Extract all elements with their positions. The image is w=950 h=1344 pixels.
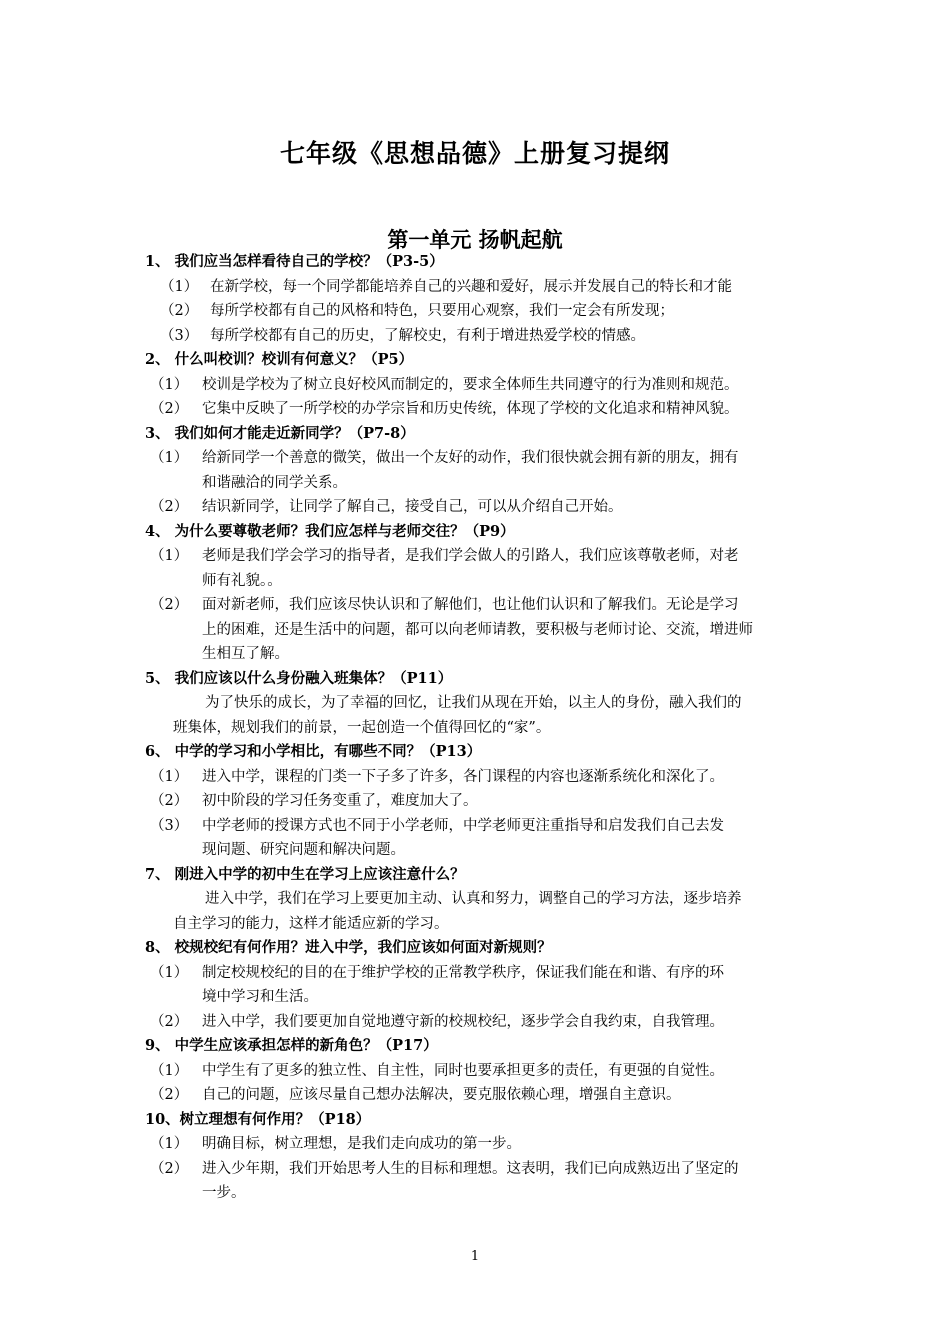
question-heading: 6、 中学的学习和小学相比，有哪些不同？（P13） bbox=[145, 743, 482, 760]
question-heading: 4、 为什么要尊敬老师？我们应怎样与老师交往？（P9） bbox=[145, 522, 515, 540]
answer-paragraph-line: 自主学习的能力，这样才能适应新的学习。 bbox=[173, 915, 449, 932]
answer-text-line: 境中学习和生活。 bbox=[202, 989, 318, 1005]
answer-number: （2） bbox=[150, 1013, 189, 1030]
answer-number: （3） bbox=[150, 817, 189, 834]
answer-text-line: 每所学校都有自己的风格和特色，只要用心观察，我们一定会有所发现； bbox=[210, 303, 674, 319]
answer-number: （1） bbox=[150, 376, 189, 393]
answer-number: （1） bbox=[150, 450, 189, 466]
answer-number: （1） bbox=[150, 964, 189, 981]
question-heading: 1、 我们应当怎样看待自己的学校？（P3-5） bbox=[145, 253, 444, 270]
answer-number: （1） bbox=[160, 278, 199, 295]
answer-text-line: 一步。 bbox=[202, 1185, 246, 1201]
question-heading: 3、 我们如何才能走近新同学？（P7-8） bbox=[145, 424, 415, 442]
answer-text-line: 进入少年期，我们开始思考人生的目标和理想。这表明，我们已向成熟迈出了坚定的 bbox=[202, 1160, 739, 1177]
answer-text-line: 初中阶段的学习任务变重了，难度加大了。 bbox=[202, 793, 478, 809]
answer-number: （2） bbox=[150, 401, 189, 417]
answer-text-line: 老师是我们学会学习的指导者，是我们学会做人的引路人，我们应该尊敬老师，对老 bbox=[202, 548, 739, 564]
answer-text-line: 明确目标，树立理想，是我们走向成功的第一步。 bbox=[202, 1136, 521, 1152]
answer-number: （1） bbox=[150, 548, 189, 564]
answer-text-line: 面对新老师，我们应该尽快认识和了解他们，也让他们认识和了解我们。无论是学习 bbox=[202, 597, 739, 613]
answer-text-line: 师有礼貌。。 bbox=[202, 572, 282, 589]
question-heading: 8、 校规校纪有何作用？进入中学，我们应该如何面对新规则？ bbox=[145, 939, 552, 956]
page-title: 七年级《思想品德》上册复习提纲 bbox=[279, 139, 670, 168]
answer-paragraph-line: 班集体，规划我们的前景，一起创造一个值得回忆的“家”。 bbox=[173, 719, 551, 736]
answer-text-line: 给新同学一个善意的微笑，做出一个友好的动作，我们很快就会拥有新的朋友，拥有 bbox=[202, 450, 739, 466]
answer-number: （2） bbox=[150, 597, 189, 613]
answer-number: （2） bbox=[160, 303, 199, 319]
answer-text-line: 它集中反映了一所学校的办学宗旨和历史传统，体现了学校的文化追求和精神风貌。 bbox=[202, 401, 739, 417]
answer-text-line: 每所学校都有自己的历史，了解校史，有利于增进热爱学校的情感。 bbox=[210, 327, 645, 344]
answer-number: （3） bbox=[160, 327, 199, 344]
question-heading: 7、 刚进入中学的初中生在学习上应该注意什么？ bbox=[145, 865, 465, 883]
answer-number: （2） bbox=[150, 1160, 189, 1177]
page-number: 1 bbox=[470, 1249, 480, 1264]
unit-title: 第一单元 扬帆起航 bbox=[387, 227, 563, 252]
answer-text-line: 生相互了解。 bbox=[202, 646, 289, 662]
question-heading: 10、树立理想有何作用？（P18） bbox=[145, 1110, 371, 1128]
answer-text-line: 制定校规校纪的目的在于维护学校的正常教学秩序，保证我们能在和谐、有序的环 bbox=[202, 964, 724, 981]
answer-text-line: 校训是学校为了树立良好校风而制定的，要求全体师生共同遵守的行为准则和规范。 bbox=[202, 376, 739, 393]
answer-text-line: 中学老师的授课方式也不同于小学老师，中学老师更注重指导和启发我们自己去发 bbox=[202, 817, 724, 834]
answer-number: （2） bbox=[150, 1087, 189, 1103]
answer-text-line: 进入中学，我们要更加自觉地遵守新的校规校纪，逐步学会自我约束，自我管理。 bbox=[202, 1013, 724, 1030]
answer-text-line: 进入中学，课程的门类一下子多了许多，各门课程的内容也逐渐系统化和深化了。 bbox=[202, 768, 724, 785]
answer-paragraph-line: 进入中学，我们在学习上要更加主动、认真和努力，调整自己的学习方法，逐步培养 bbox=[205, 891, 742, 907]
answer-text-line: 中学生有了更多的独立性、自主性，同时也要承担更多的责任，有更强的自觉性。 bbox=[202, 1062, 724, 1079]
answer-text-line: 自己的问题，应该尽量自己想办法解决，要克服依赖心理，增强自主意识。 bbox=[202, 1087, 681, 1103]
answer-text-line: 结识新同学，让同学了解自己，接受自己，可以从介绍自己开始。 bbox=[202, 499, 623, 515]
answer-text-line: 现问题、研究问题和解决问题。 bbox=[202, 842, 405, 858]
answer-number: （2） bbox=[150, 793, 189, 809]
question-heading: 2、 什么叫校训？校训有何意义？（P5） bbox=[145, 351, 414, 368]
answer-text-line: 和谐融洽的同学关系。 bbox=[202, 474, 347, 491]
answer-paragraph-line: 为了快乐的成长，为了幸福的回忆，让我们从现在开始，以主人的身份，融入我们的 bbox=[205, 695, 742, 711]
answer-number: （1） bbox=[150, 1062, 189, 1079]
question-heading: 5、 我们应该以什么身份融入班集体？（P11） bbox=[145, 669, 453, 687]
answer-text-line: 上的困难，还是生活中的问题，都可以向老师请教，要积极与老师讨论、交流，增进师 bbox=[202, 621, 753, 638]
answer-number: （1） bbox=[150, 768, 189, 785]
answer-text-line: 在新学校，每一个同学都能培养自己的兴趣和爱好，展示并发展自己的特长和才能 bbox=[210, 278, 732, 295]
answer-number: （1） bbox=[150, 1136, 189, 1152]
answer-number: （2） bbox=[150, 499, 189, 515]
question-heading: 9、 中学生应该承担怎样的新角色？（P17） bbox=[145, 1037, 438, 1054]
